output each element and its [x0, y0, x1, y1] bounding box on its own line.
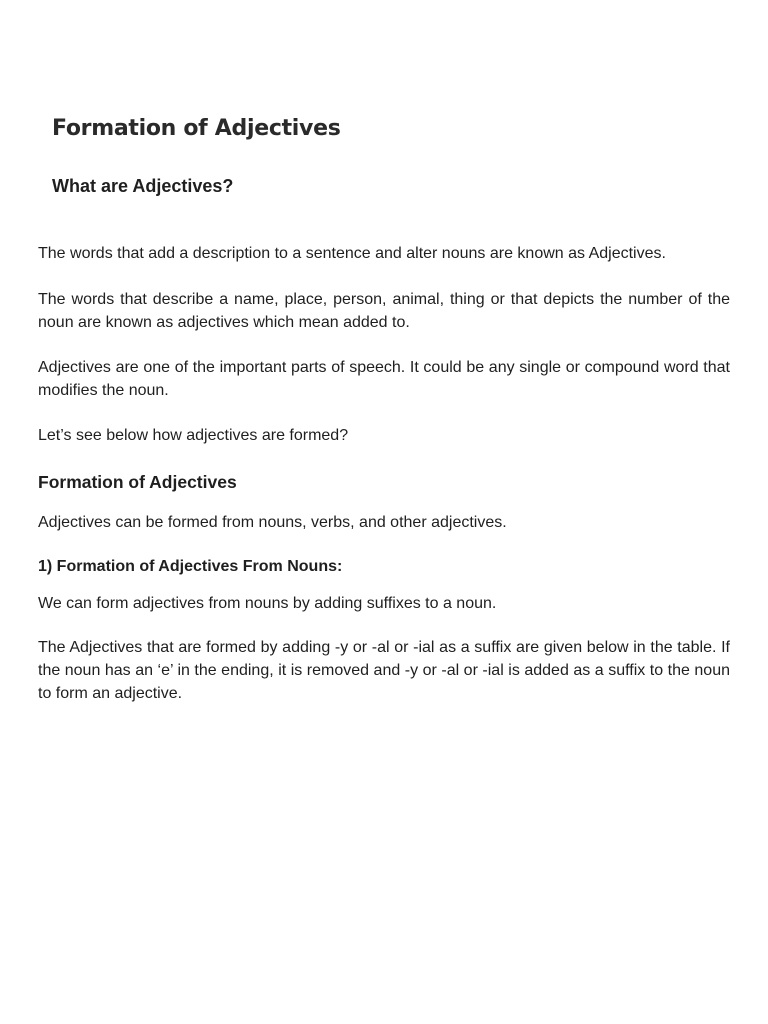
subsection-heading-from-nouns: 1) Formation of Adjectives From Nouns:: [38, 558, 343, 575]
paragraph-definition: The words that add a description to a sentence and alter nouns are known as Adjectives.: [38, 245, 666, 262]
paragraph-description: The words that describe a name, place, person, animal, thing or that depicts the number of the noun are known as adjectives which mean added to.: [38, 291, 730, 331]
paragraph-formation-intro: Adjectives can be formed from nouns, verbs, and other adjectives.: [38, 514, 507, 531]
paragraph-suffixes: We can form adjectives from nouns by adding suffixes to a noun.: [38, 595, 497, 612]
paragraph-suffix-rules: The Adjectives that are formed by adding -y or -al or -ial as a suffix are given below in the table. If the noun has an ‘e’ in the ending, it is removed and -y or -al or -ial is added as a suffix to the noun to form an adjective.: [38, 639, 730, 702]
paragraph-parts-of-speech: Adjectives are one of the important parts of speech. It could be any single or compound word that modifies the noun.: [38, 359, 730, 399]
paragraph-lets-see: Let’s see below how adjectives are formed?: [38, 427, 349, 444]
page-title: Formation of Adjectives: [52, 116, 341, 141]
subtitle-what-are-adjectives: What are Adjectives?: [52, 176, 234, 196]
section-heading-formation: Formation of Adjectives: [38, 472, 237, 492]
